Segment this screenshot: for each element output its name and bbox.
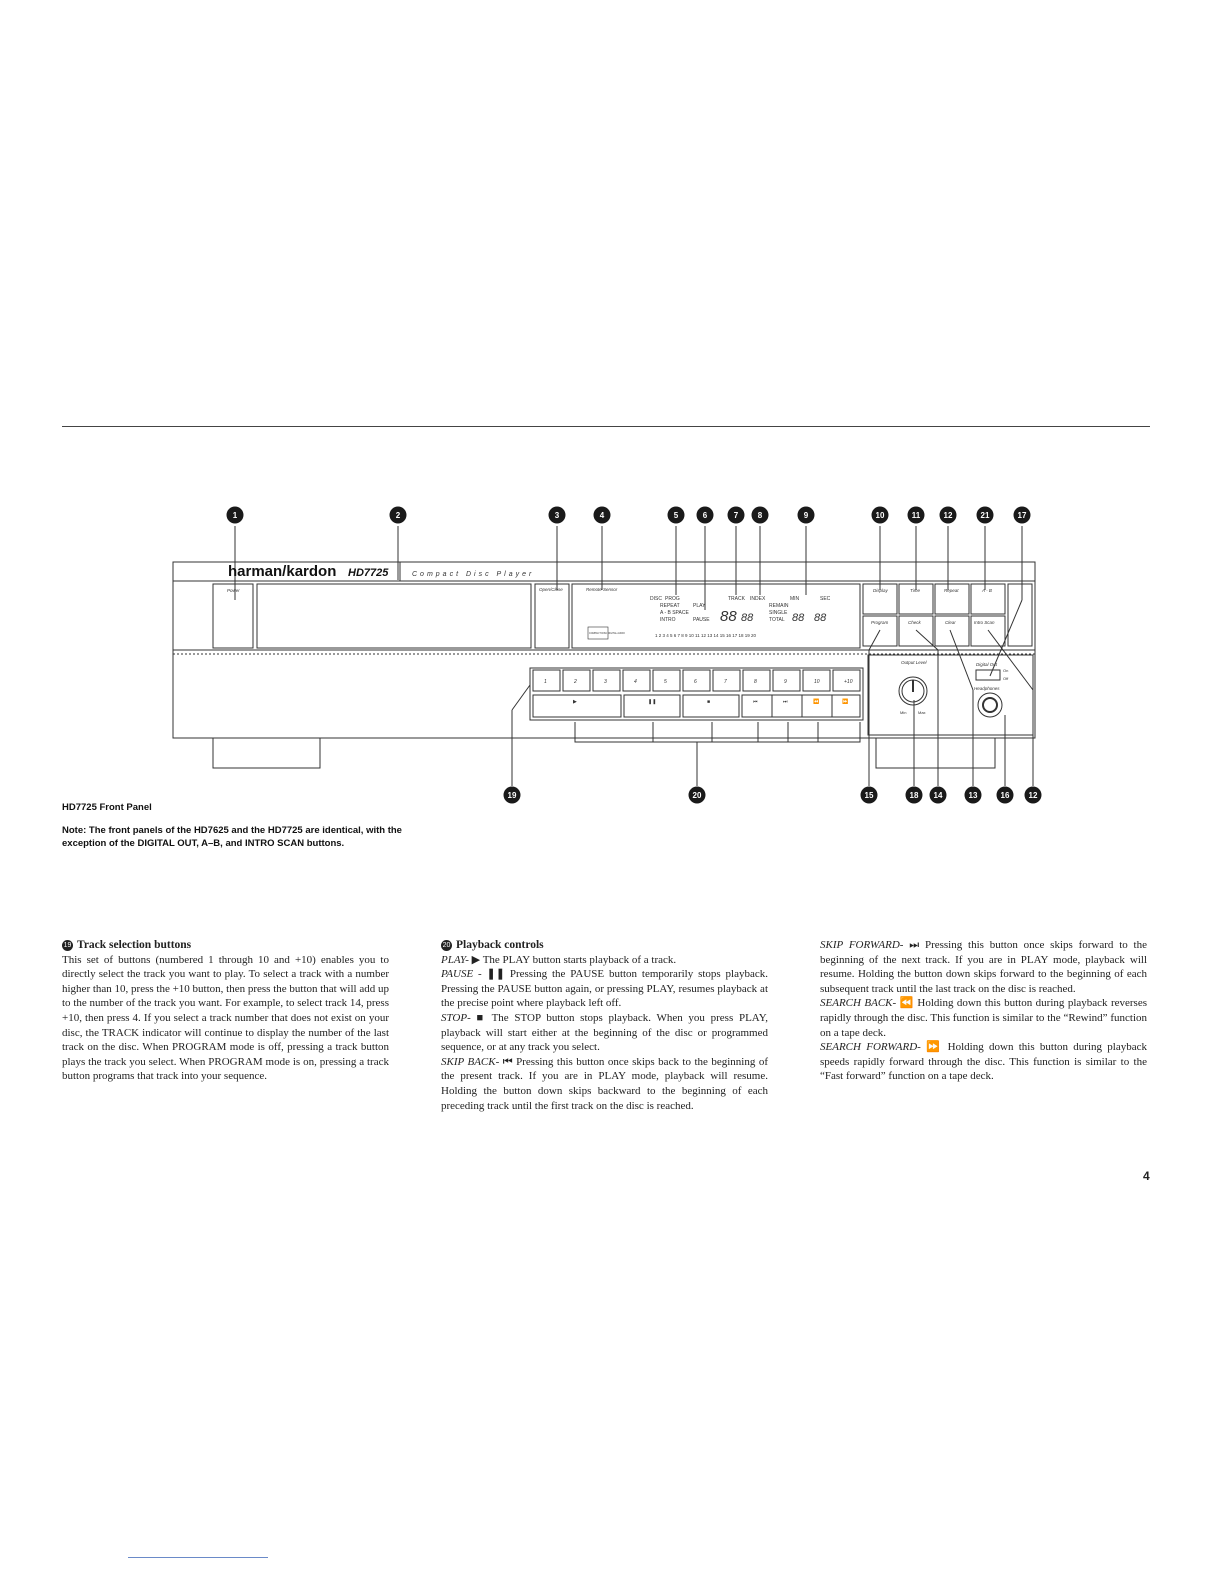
callout-17 [1014,507,1031,524]
svg-text:21: 21 [980,511,990,520]
play-description: The PLAY button starts playback of a track. [482,953,677,966]
callout-7 [728,507,745,524]
power-label: Power [227,588,240,593]
figure-caption: HD7725 Front Panel [62,802,152,813]
brand-logo: harman/kardon [228,563,337,580]
intro-scan-button-label: Intro Scan [974,620,995,625]
svg-text:19: 19 [507,791,517,800]
sec-digits: 88 [814,612,827,624]
skip-forward-description: Pressing this button once skips forward to the beginning of the next track. If you are in PLAY mode, playback will resume. Holding the button down skips forward to the beginning of each subsequent track until the last track on the disc is reached. [820,939,1147,995]
track-button-1 [533,670,560,691]
svg-text:2: 2 [395,511,401,520]
model-label: HD7725 [348,567,389,579]
display-button-label: Display [873,588,888,593]
svg-text:15: 15 [864,791,874,800]
open-close-button [535,584,569,648]
svg-text:3: 3 [604,679,607,685]
track-button-+10 [833,670,860,691]
svg-text:10: 10 [814,679,820,685]
transport-button-2 [683,695,739,717]
open-close-label: Open/Close [539,587,563,592]
svg-text:4: 4 [634,679,637,685]
callout-8 [752,507,769,524]
transport-button-3 [742,695,772,717]
track-button-6 [683,670,710,691]
callout-12 [940,507,957,524]
callout-10 [872,507,889,524]
svg-text:5: 5 [664,679,667,685]
skip-forward-term: SKIP FORWARD- [820,939,904,951]
col-skip-search: SKIP FORWARD- ⏭ Pressing this button once skips forward to the beginning of the next track. If you are in PLAY mode, playback will resume. Holding the button down skips forward to the beginning of each subsequent track until the last track on the disc is reached. SEARCH BACK- ⏪ Holding down this button during playback reverses rapidly through the disc. This function is similar to the “Rewind” function on a tape deck. SEARCH FORWARD- ⏩ Holding down this button during playback speeds rapidly forward through the disc. This function is similar to the “Fast forward” function on a tape deck. [820,939,1147,1083]
svg-text:5: 5 [673,511,679,520]
output-level-label: Output Level [901,660,927,665]
headphones-label: Headphones [974,686,1000,691]
svg-text:PROG: PROG [665,596,680,602]
digital-out-label: Digital Out [976,662,998,667]
svg-text:8: 8 [757,511,763,520]
callout-12 [1025,787,1042,804]
svg-text:REPEAT: REPEAT [660,603,680,609]
playback-controls-heading: Playback controls [456,939,544,951]
stop-description: The STOP button stops playback. When you press PLAY, playback will start either at the beginning of the disc or programmed sequence, or at any track you select. [441,1011,768,1054]
callout-4 [594,507,611,524]
svg-text:12: 12 [943,511,953,520]
pause-term: PAUSE - [441,968,482,981]
svg-text:SINGLE: SINGLE [769,610,788,616]
callout-15 [861,787,878,804]
remote-sensor-label: Remote Sensor [586,587,618,592]
track-selection-heading: Track selection buttons [77,939,192,951]
svg-text:6: 6 [702,511,708,520]
callout-14 [930,787,947,804]
subtitle-label: Compact Disc Player [412,571,535,578]
svg-text:SEC: SEC [820,596,831,602]
svg-text:PAUSE: PAUSE [693,617,710,623]
stop-term: STOP- [441,1011,471,1024]
callout-20 [689,787,706,804]
svg-text:DISC: DISC [650,596,662,602]
svg-text:+10: +10 [844,679,853,685]
svg-text:⏭: ⏭ [783,699,788,705]
svg-text:1: 1 [544,679,547,685]
max-label: Max [918,710,926,715]
svg-text:7: 7 [733,511,739,520]
svg-text:INTRO: INTRO [660,617,676,623]
svg-text:20: 20 [692,791,702,800]
svg-text:12: 12 [1028,791,1038,800]
svg-text:PLAY: PLAY [693,603,706,609]
ab-button-label: A - B [982,588,992,593]
svg-text:11: 11 [911,511,921,520]
track-button-5 [653,670,680,691]
callout-2 [390,507,407,524]
svg-text:16: 16 [1000,791,1010,800]
svg-text:3: 3 [554,511,560,520]
svg-text:7: 7 [724,679,727,685]
disc-tray [257,584,531,648]
track-button-2 [563,670,590,691]
svg-text:10: 10 [875,511,885,520]
off-label: Off [1003,676,1009,681]
repeat-button-label: Repeat [944,588,959,593]
callout-18 [906,787,923,804]
svg-text:18: 18 [909,791,919,800]
search-back-term: SEARCH BACK- [820,997,897,1010]
callout-20-icon: 20 [442,941,451,949]
col-playback-controls: 20 Playback controls PLAY- ▶ The PLAY button starts playback of a track. PAUSE - ❚❚ Pressing the PAUSE button temporarily stops playback. Pressing the PAUSE button again, or pressing PLAY, resumes playback at the precise point where playback left off. STOP- ■ The STOP button stops playback. When you press PLAY, playback will start either at the beginning of the disc or programmed sequence, or at any track you select. SKIP BACK- ⏮ Pressing this button once skips back to the beginning of the present track. If you are in PLAY mode, playback will resume. Holding the button down skips backward to the beginning of each preceding track until the first track on the disc is reached. [441,939,769,1112]
svg-text:⏪: ⏪ [813,699,820,705]
transport-button-1 [624,695,680,717]
on-label: On [1003,668,1009,673]
svg-text:A - B SPACE: A - B SPACE [660,610,689,616]
callout-19-icon: 19 [63,941,72,949]
svg-text:6: 6 [694,679,697,685]
transport-button-4 [772,695,802,717]
callout-16 [997,787,1014,804]
clear-button-label: Clear [945,620,956,625]
svg-text:TRACK: TRACK [728,596,745,602]
callout-13 [965,787,982,804]
svg-text:⏮: ⏮ [753,699,758,705]
play-term: PLAY- [441,953,469,966]
track-button-9 [773,670,800,691]
svg-text:INDEX: INDEX [750,596,766,602]
svg-text:9: 9 [803,511,809,520]
svg-text:14: 14 [933,791,943,800]
digital-out-switch [976,670,1000,680]
svg-text:4: 4 [599,511,605,520]
track-button-7 [713,670,740,691]
svg-text:17: 17 [1017,511,1027,520]
track-button-4 [623,670,650,691]
svg-text:8: 8 [754,679,757,685]
svg-text:❚❚: ❚❚ [648,699,657,705]
min-digits: 88 [792,612,805,624]
time-button-label: Time [910,588,920,593]
svg-text:■: ■ [707,699,711,705]
search-forward-description: Holding down this button during playback speeds rapidly forward through the disc. This function is similar to the “Fast forward” function on a tape deck. [820,1041,1147,1083]
svg-text:2: 2 [574,679,577,685]
callout-21 [977,507,994,524]
track-button-8 [743,670,770,691]
callout-1 [227,507,244,524]
svg-text:▶: ▶ [573,699,577,705]
callout-5 [668,507,685,524]
callout-9 [798,507,815,524]
track-digits: 88 [720,608,737,625]
search-forward-term: SEARCH FORWARD- [820,1041,921,1054]
min-label: Min [900,710,907,715]
figure-note: Note: The front panels of the HD7625 and the HD7725 are identical, with the exception of the DIGITAL OUT, A–B, and INTRO SCAN buttons. [62,825,402,849]
search-back-description: Holding down this button during playback reverses rapidly through the disc. This function is similar to the “Rewind” function on a tape deck. [820,997,1147,1039]
footer-rule [128,1557,268,1558]
track-selection-body: This set of buttons (numbered 1 through 10 and +10) enables you to directly select the track you want to play. To select a track with a number higher than 10, press the +10 button, then press the button that will add up to the number of the track you want. For example, to select track 14, press +10, then press 4. If you select a track number that does not exist on your disc, the TRACK indicator will continue to display the number of the last track on the disc. When PROGRAM mode is off, pressing a track button plays the track you select. When PROGRAM mode is on, pressing a track button programs that track into your sequence. [62,953,389,1083]
power-button [213,584,253,648]
svg-text:MIN: MIN [790,596,800,602]
skip-back-term: SKIP BACK- [441,1055,500,1068]
svg-text:1 2 3 4 5 6 7 8 9 10: 1 2 3 4 5 6 7 8 9 10 11 12 13 14 15 16 17 18 19 20 [655,633,757,638]
skip-back-description: Pressing this button once skips back to the beginning of the present track. If you are in PLAY mode, playback will resume. Holding the button down skips backward to the beginning of each preceding track until the first track on the disc is reached. [441,1055,769,1112]
svg-text:9: 9 [784,679,787,685]
svg-text:⏩: ⏩ [842,699,849,705]
transport-button-6 [832,695,860,717]
cd-logo: COMPACT DISC DIGITAL AUDIO [589,632,625,635]
index-digits: 88 [741,612,754,624]
pause-description: Pressing the PAUSE button temporarily stops playback. Pressing the PAUSE button again, or pressing PLAY, resumes playback at the precise point where playback left off. [441,968,768,1010]
check-button-label: Check [908,620,921,625]
svg-text:13: 13 [968,791,978,800]
svg-text:TOTAL: TOTAL [769,617,785,623]
transport-button-0 [533,695,621,717]
page-number: 4 [1143,1169,1150,1183]
col-track-selection [62,938,389,1084]
callout-3 [549,507,566,524]
svg-text:REMAIN: REMAIN [769,603,789,609]
program-button-label: Program [871,620,889,625]
svg-text:1: 1 [232,511,238,520]
track-button-3 [593,670,620,691]
headphone-jack [978,693,1002,717]
transport-button-5 [802,695,832,717]
callout-19 [504,787,521,804]
callout-6 [697,507,714,524]
callout-11 [908,507,925,524]
track-button-10 [803,670,830,691]
